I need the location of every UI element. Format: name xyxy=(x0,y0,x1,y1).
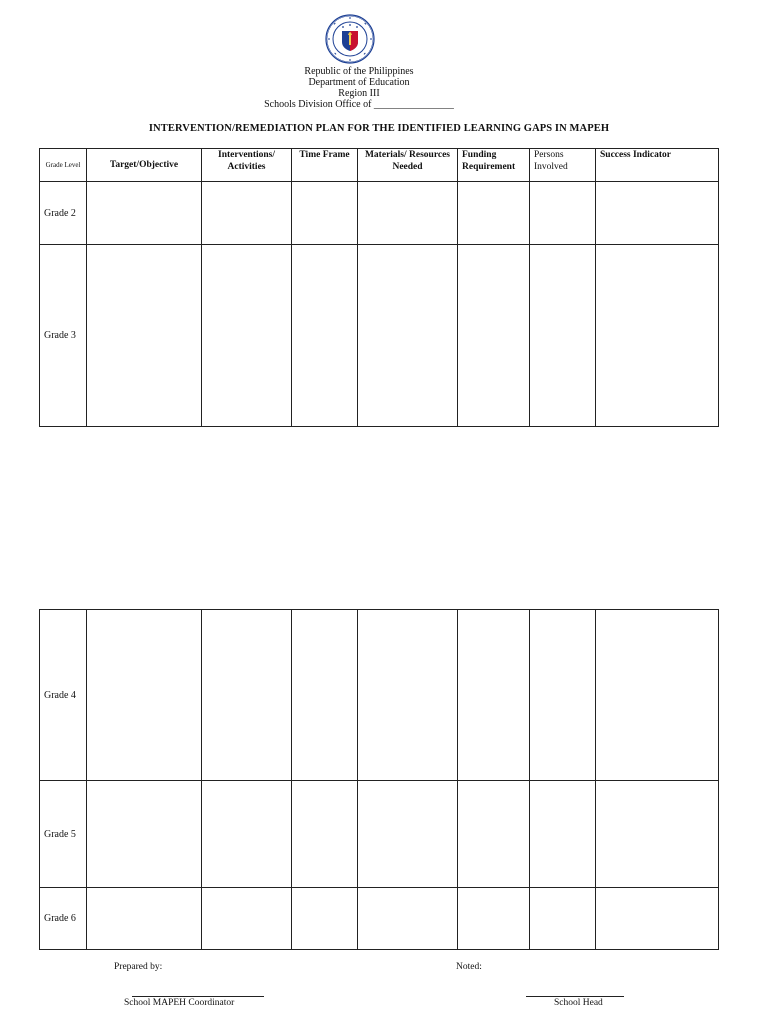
grade-label: Grade 5 xyxy=(40,781,87,888)
letterhead-division: Schools Division Office of ________________ xyxy=(264,99,454,110)
table-row-grade-3 xyxy=(40,245,719,427)
cell-funding[interactable] xyxy=(458,610,530,781)
noted-label: Noted: xyxy=(456,962,482,972)
table-header-row xyxy=(40,149,719,182)
header-interventions: Interventions/ Activities xyxy=(202,149,292,182)
cell-success[interactable] xyxy=(596,182,719,245)
school-head-signature-line xyxy=(526,996,624,997)
header-target-objective: Target/Objective xyxy=(87,149,202,182)
cell-funding[interactable] xyxy=(458,182,530,245)
cell-interventions[interactable] xyxy=(202,610,292,781)
cell-success[interactable] xyxy=(596,245,719,427)
cell-time-frame[interactable] xyxy=(292,781,358,888)
cell-materials[interactable] xyxy=(358,182,458,245)
cell-interventions[interactable] xyxy=(202,781,292,888)
cell-funding[interactable] xyxy=(458,245,530,427)
cell-target[interactable] xyxy=(87,610,202,781)
cell-target[interactable] xyxy=(87,245,202,427)
cell-interventions[interactable] xyxy=(202,182,292,245)
cell-funding[interactable] xyxy=(458,781,530,888)
grade-label: Grade 2 xyxy=(40,182,87,245)
header-success-indicator: Success Indicator xyxy=(596,149,719,182)
header-funding: Funding Requirement xyxy=(458,149,530,182)
cell-materials[interactable] xyxy=(358,781,458,888)
cell-success[interactable] xyxy=(596,888,719,950)
header-materials: Materials/ Resources Needed xyxy=(358,149,458,182)
plan-table-part-1 xyxy=(39,148,719,427)
cell-interventions[interactable] xyxy=(202,245,292,427)
cell-persons[interactable] xyxy=(530,781,596,888)
header-time-frame: Time Frame xyxy=(292,149,358,182)
cell-funding[interactable] xyxy=(458,888,530,950)
deped-seal xyxy=(325,14,375,64)
table-row-grade-4 xyxy=(40,610,719,781)
letterhead-region: Region III xyxy=(338,88,380,99)
cell-time-frame[interactable] xyxy=(292,245,358,427)
table-row-grade-5 xyxy=(40,781,719,888)
grade-label: Grade 4 xyxy=(40,610,87,781)
letterhead-department: Department of Education xyxy=(308,77,410,88)
cell-target[interactable] xyxy=(87,182,202,245)
header-persons-involved: Persons Involved xyxy=(530,149,596,182)
table-row-grade-6 xyxy=(40,888,719,950)
cell-materials[interactable] xyxy=(358,610,458,781)
grade-label: Grade 6 xyxy=(40,888,87,950)
cell-time-frame[interactable] xyxy=(292,888,358,950)
letterhead xyxy=(200,66,518,110)
cell-persons[interactable] xyxy=(530,182,596,245)
document-title: INTERVENTION/REMEDIATION PLAN FOR THE IDENTIFIED LEARNING GAPS IN MAPEH xyxy=(148,123,610,134)
prepared-by-label: Prepared by: xyxy=(114,962,163,972)
cell-persons[interactable] xyxy=(530,888,596,950)
cell-materials[interactable] xyxy=(358,245,458,427)
grade-label: Grade 3 xyxy=(40,245,87,427)
cell-materials[interactable] xyxy=(358,888,458,950)
cell-persons[interactable] xyxy=(530,610,596,781)
coordinator-title: School MAPEH Coordinator xyxy=(124,998,235,1008)
cell-target[interactable] xyxy=(87,888,202,950)
cell-interventions[interactable] xyxy=(202,888,292,950)
letterhead-republic: Republic of the Philippines xyxy=(304,66,414,77)
school-head-title: School Head xyxy=(554,998,603,1008)
plan-table-part-2 xyxy=(39,609,719,950)
cell-success[interactable] xyxy=(596,610,719,781)
table-row-grade-2 xyxy=(40,182,719,245)
cell-success[interactable] xyxy=(596,781,719,888)
cell-time-frame[interactable] xyxy=(292,182,358,245)
cell-target[interactable] xyxy=(87,781,202,888)
deped-seal-graphic xyxy=(325,14,375,64)
coordinator-signature-line xyxy=(132,996,264,997)
cell-persons[interactable] xyxy=(530,245,596,427)
cell-time-frame[interactable] xyxy=(292,610,358,781)
header-grade-level: Grade Level xyxy=(40,149,87,182)
